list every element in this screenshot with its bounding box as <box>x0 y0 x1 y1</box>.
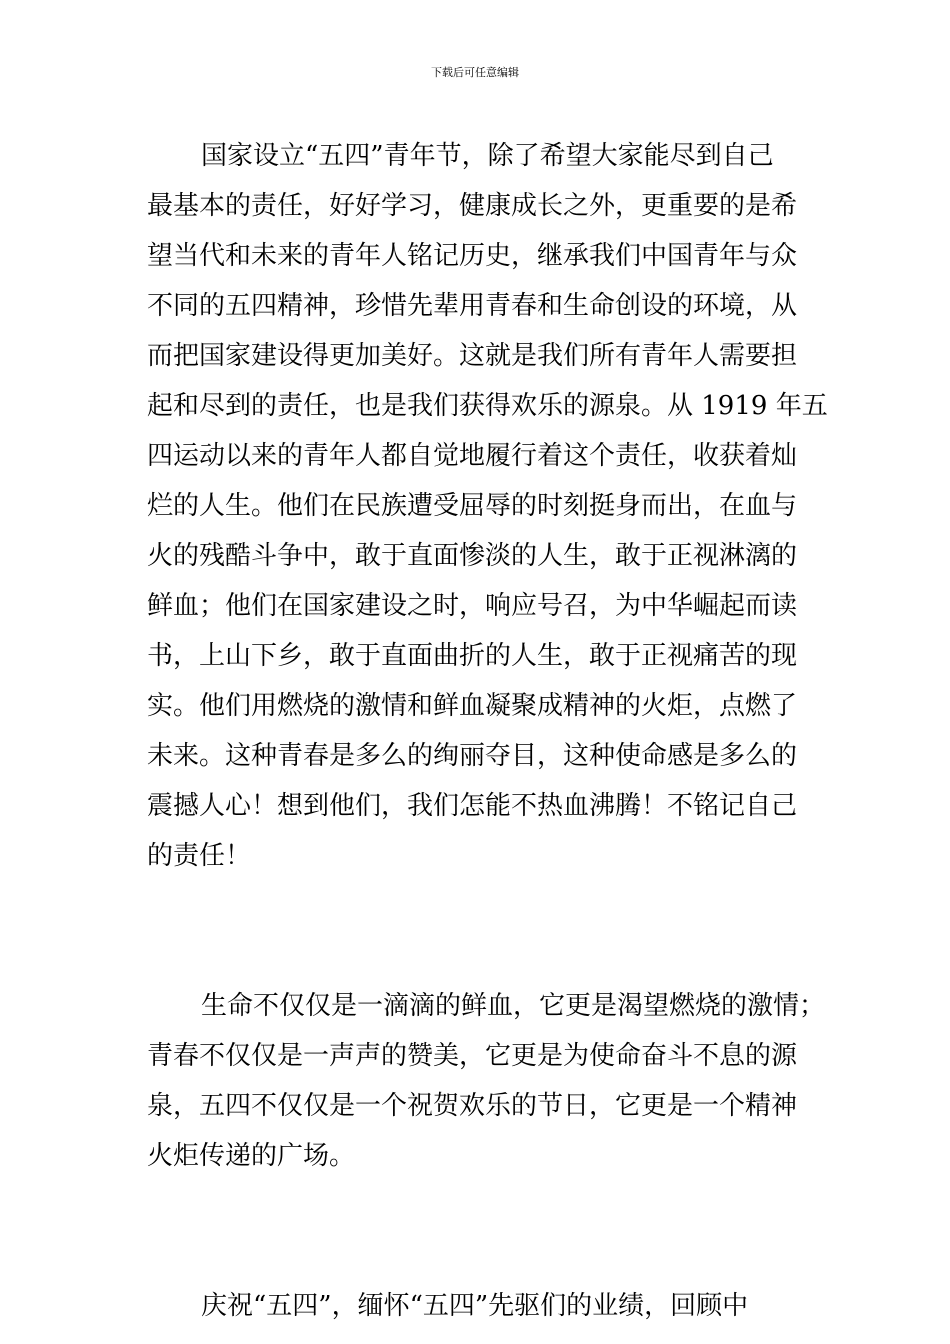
paragraph-spacer <box>147 881 817 981</box>
text-line: 国家设立“五四”青年节，除了希望大家能尽到自己 <box>201 141 774 171</box>
document-body <box>147 131 828 1331</box>
text-line: 泉，五四不仅仅是一个祝贺欢乐的节日，它更是一个精神 <box>147 1091 798 1121</box>
paragraph-3 <box>147 1281 817 1331</box>
text-line: 鲜血；他们在国家建设之时，响应号召，为中华崛起而读 <box>147 591 798 621</box>
text-line: 火的残酷斗争中，敢于直面惨淡的人生，敢于正视淋漓的 <box>147 541 798 571</box>
text-line: 烂的人生。他们在民族遭受屈辱的时刻挺身而出，在血与 <box>147 491 798 521</box>
text-line: 而把国家建设得更加美好。这就是我们所有青年人需要担 <box>147 341 798 371</box>
text-line: 不同的五四精神，珍惜先辈用青春和生命创设的环境，从 <box>147 291 798 321</box>
text-line: 未来。这种青春是多么的绚丽夺目，这种使命感是多么的 <box>147 741 798 771</box>
text-line: 青春不仅仅是一声声的赞美，它更是为使命奋斗不息的源 <box>147 1041 798 1071</box>
text-line: 的责任！ <box>147 841 252 871</box>
text-line: 望当代和未来的青年人铭记历史，继承我们中国青年与众 <box>147 241 798 271</box>
text-line: 起和尽到的责任，也是我们获得欢乐的源泉。从 1919 年五 <box>147 391 828 421</box>
page-header-note: 下载后可任意编辑 <box>431 66 519 79</box>
text-line: 实。他们用燃烧的激情和鲜血凝聚成精神的火炬，点燃了 <box>147 691 798 721</box>
text-line: 震撼人心！想到他们，我们怎能不热血沸腾！不铭记自己 <box>147 791 798 821</box>
paragraph-spacer <box>147 1181 817 1281</box>
text-line: 最基本的责任，好好学习，健康成长之外，更重要的是希 <box>147 191 798 221</box>
text-line: 火炬传递的广场。 <box>147 1141 356 1171</box>
text-line: 庆祝“五四”，缅怀“五四”先驱们的业绩，回顾中 <box>201 1291 749 1321</box>
paragraph-2 <box>147 981 826 1181</box>
text-line: 生命不仅仅是一滴滴的鲜血，它更是渴望燃烧的激情； <box>201 991 826 1021</box>
text-line: 书，上山下乡，敢于直面曲折的人生，敢于正视痛苦的现 <box>147 641 798 671</box>
paragraph-1 <box>147 131 828 881</box>
text-line: 四运动以来的青年人都自觉地履行着这个责任，收获着灿 <box>147 441 798 471</box>
